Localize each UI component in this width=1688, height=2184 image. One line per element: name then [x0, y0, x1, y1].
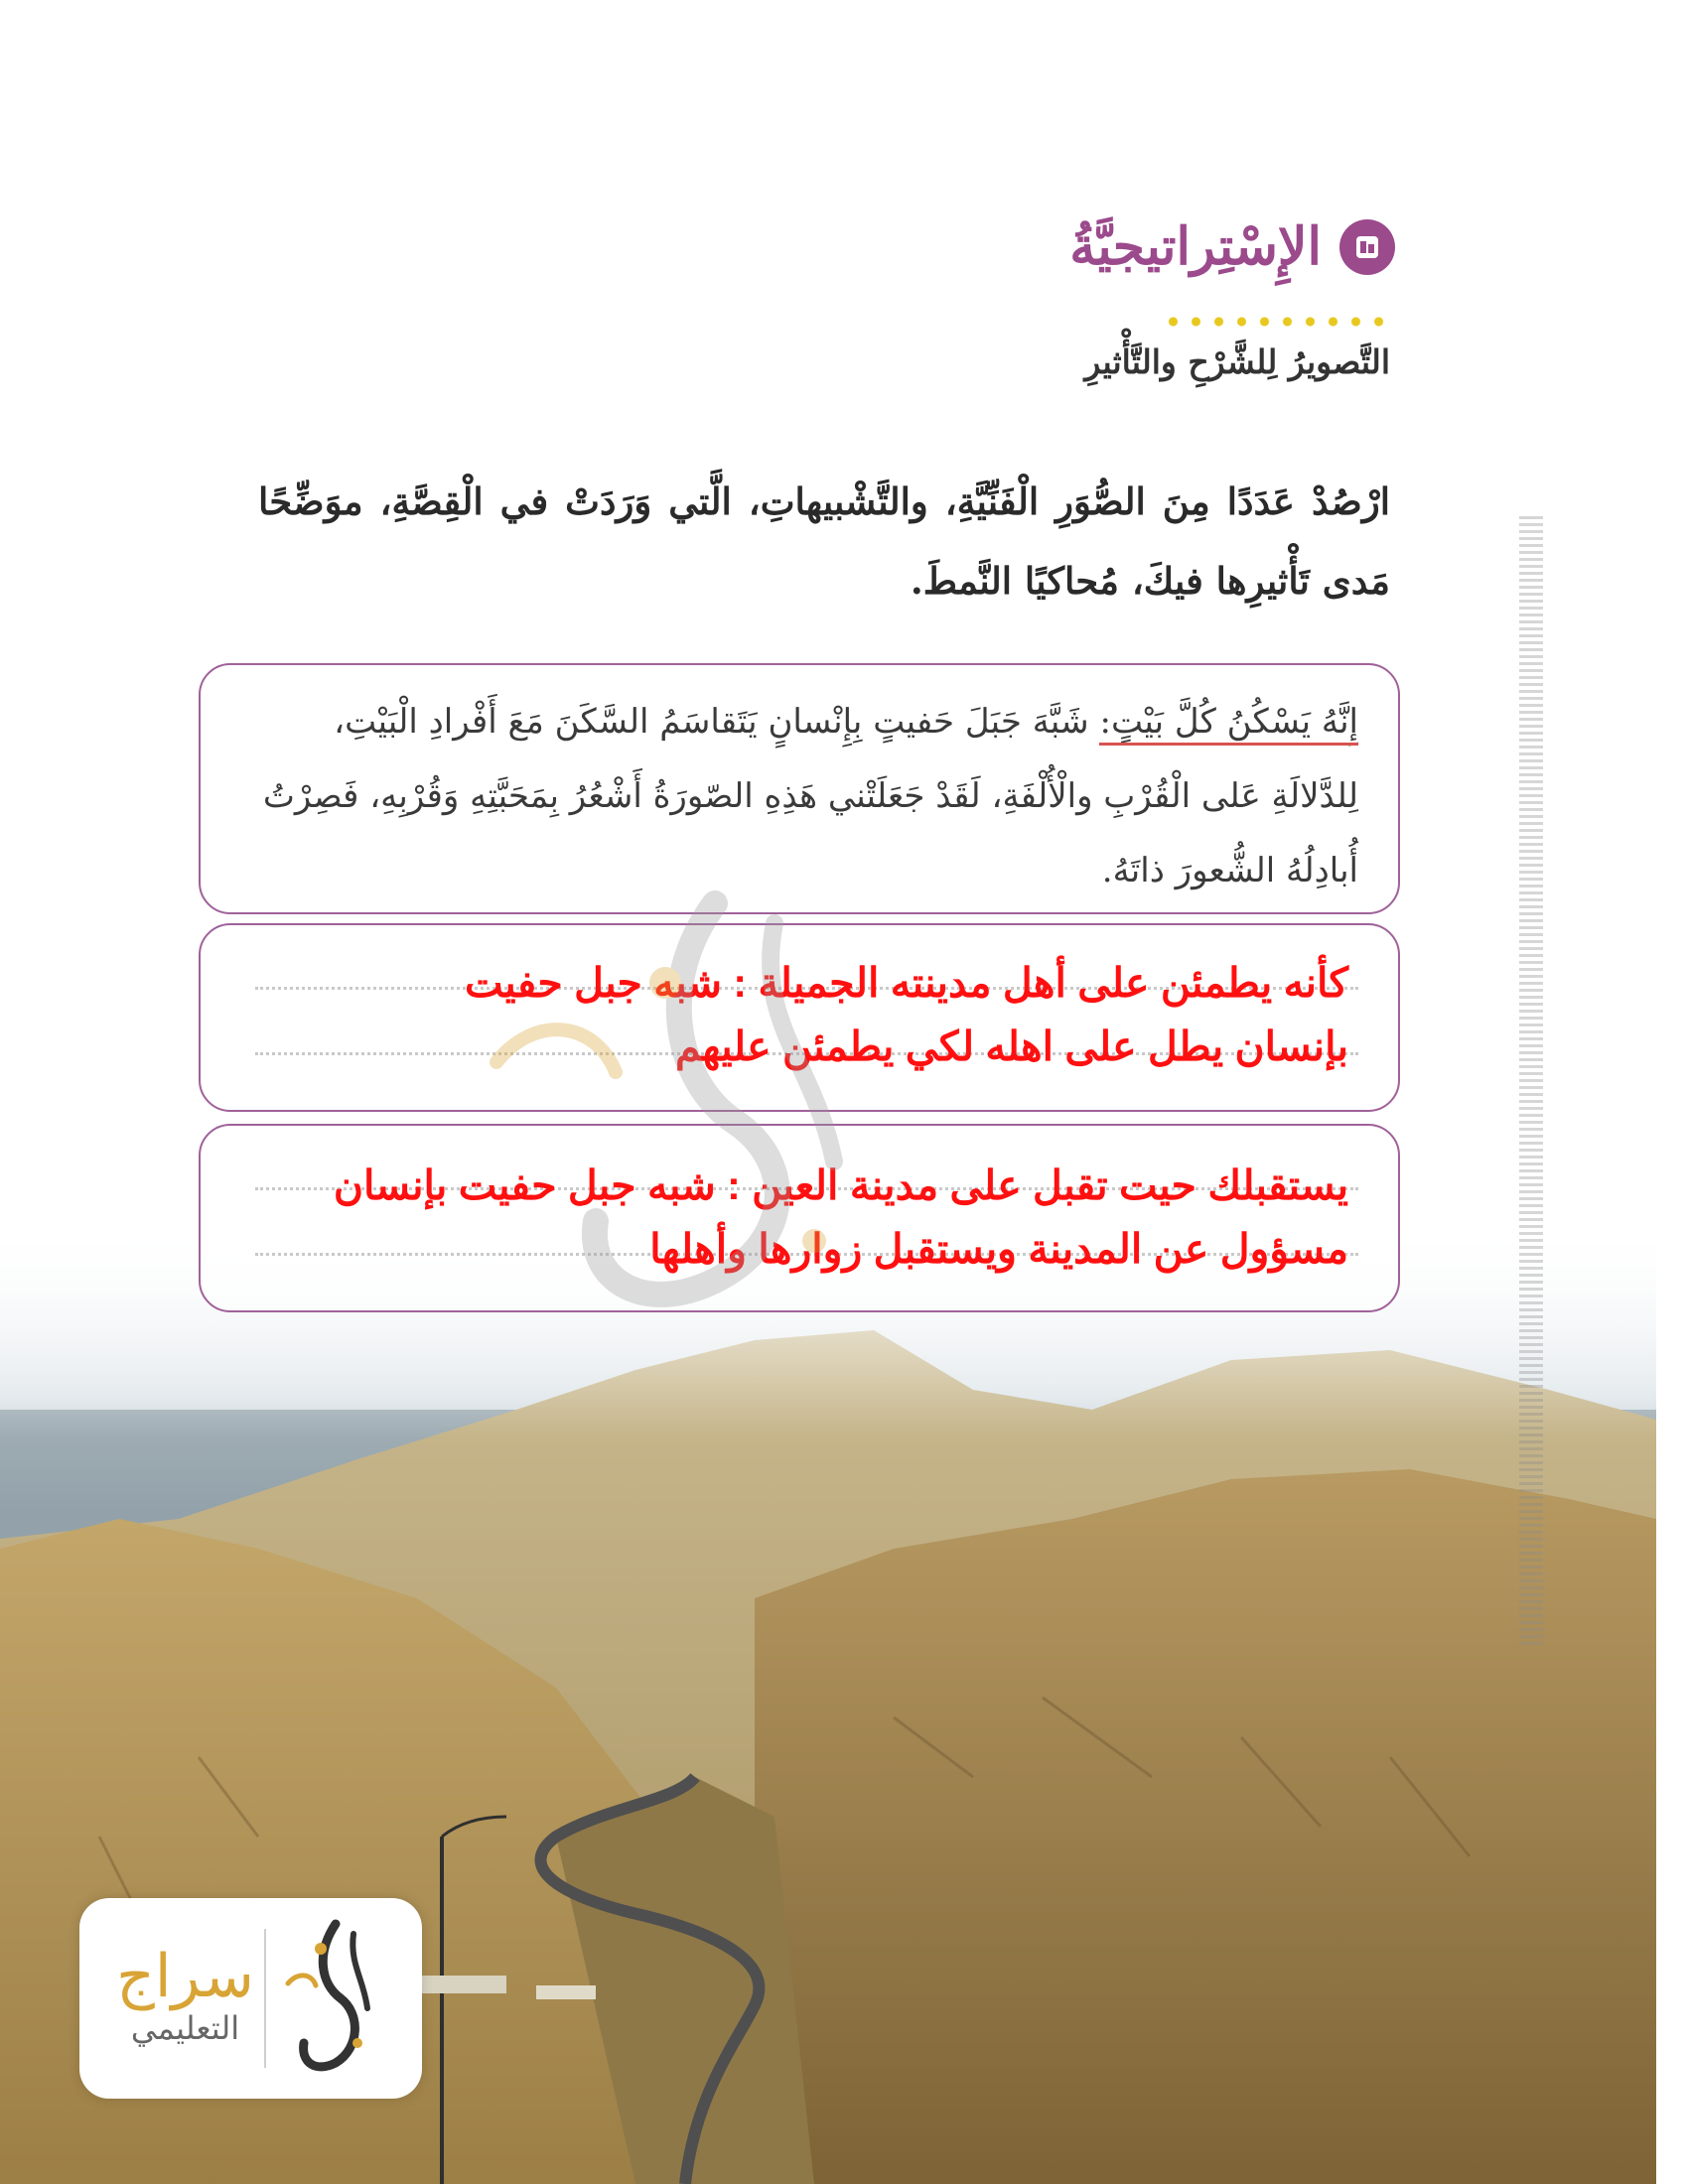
strategy-header [1069, 216, 1395, 277]
calligraphy-logo-icon [276, 1914, 385, 2083]
answer-line: بإنسان يطل على اهله لكي يطمئن عليهم [675, 1024, 1348, 1069]
strategy-subtitle: التَّصويرُ لِلشَّرْحِ والتَّأْثيرِ [1084, 342, 1390, 381]
answer-line: كأنه يطمئن على أهل مدينته الجميلة : شبه جبل حفيت [465, 960, 1348, 1006]
logo-main: سراج [116, 1942, 254, 2011]
logo-divider [264, 1929, 266, 2068]
logo-sub: التعليمي [130, 2009, 240, 2047]
logo-text [116, 1942, 254, 2050]
exercise-instruction: ارْصُدْ عَدَدًا مِنَ الصُّوَرِ الْفَنِّيَّةِ، والتَّشْبيهاتِ، الَّتي وَرَدَتْ في الْقِصَّةِ، موَضِّحًا مَدى تَأْثيرِها فيكَ، مُحاكيًا النَّمطَ. [258, 479, 1390, 603]
siraj-logo [79, 1898, 422, 2099]
strategy-title: الإِسْتِراتيجيَّةُ [1069, 216, 1322, 277]
example-body: شَبَّهَ جَبَلَ حَفيتٍ بِإِنْسانٍ يَتَقاسَمُ السَّكَنَ مَعَ أَفْرادِ الْبَيْتِ، لِلدَّلالَةِ عَلى الْقُرْبِ والْأُلْفَةِ، لَقَدْ جَعَلَتْني هَذِهِ الصّورَةُ أَشْعُرُ بِمَحَبَّتِهِ وَقُرْبِهِ، فَصِرْتُ أُبادِلُهُ الشُّعورَ ذاتَهُ. [262, 702, 1358, 890]
dotted-divider [1162, 316, 1390, 328]
example-lead: إِنَّهُ يَسْكُنُ كُلَّ بَيْتٍ: [1099, 702, 1358, 742]
calligraphy-watermark [417, 864, 973, 1340]
strategy-badge-icon [1339, 219, 1395, 275]
answer-line: يستقبلك حيت تقبل على مدينة العين : شبه جبل حفيت بإنسان [333, 1162, 1348, 1208]
answer-line: مسؤول عن المدينة ويستقبل زوارها وأهلها [649, 1226, 1348, 1272]
side-credit-strip [1519, 516, 1543, 1648]
